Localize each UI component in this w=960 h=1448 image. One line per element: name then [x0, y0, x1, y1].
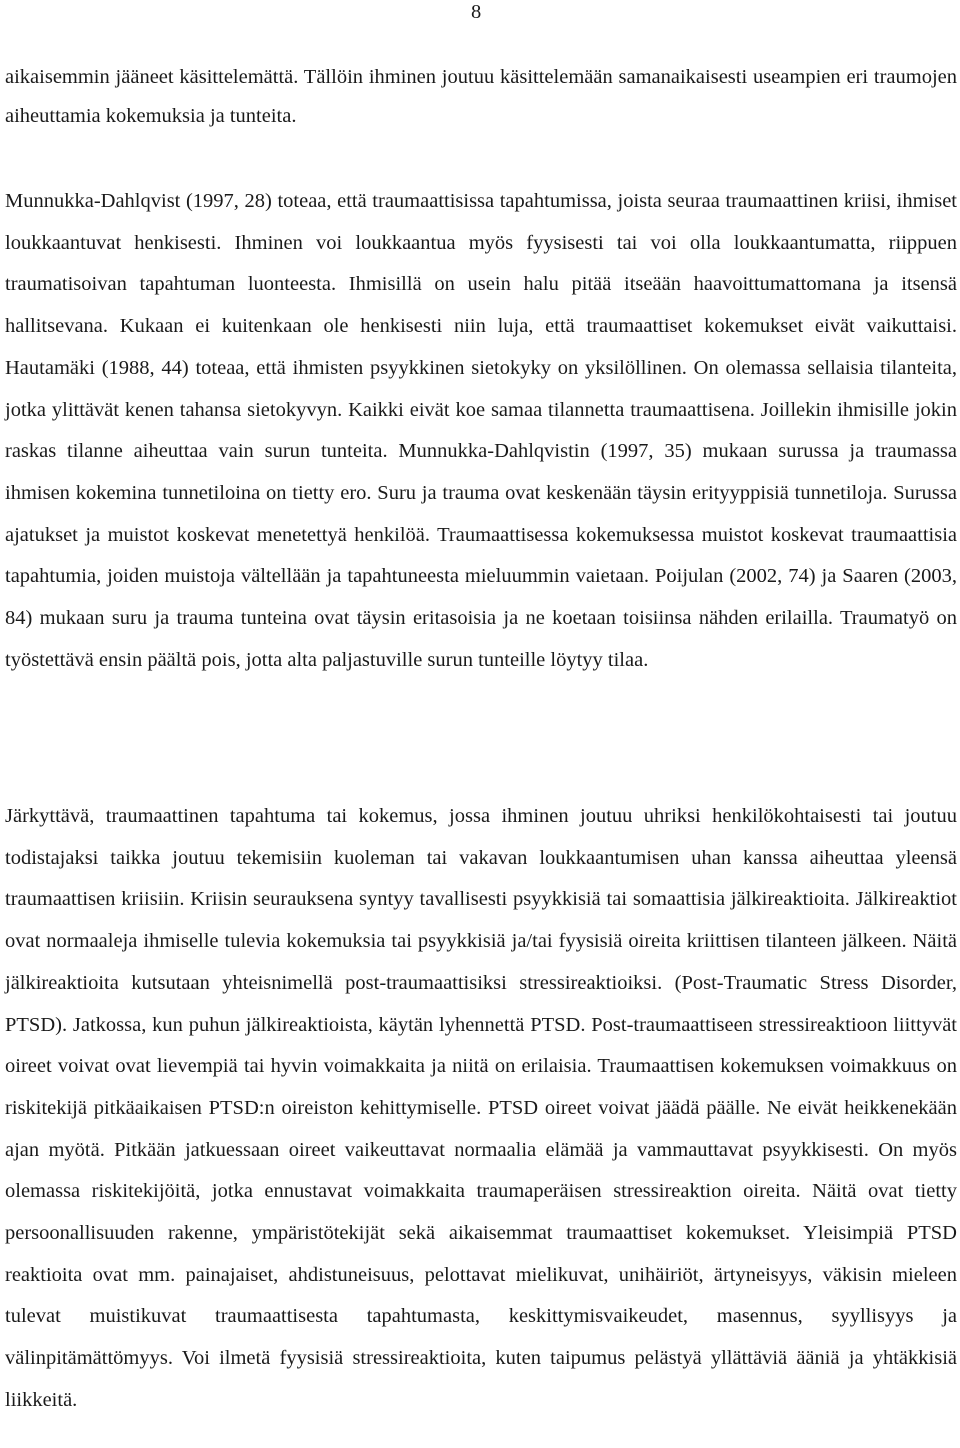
paragraph-1: aikaisemmin jääneet käsittelemättä. Tällöin ihminen joutuu käsittelemään samanaikaisesti useampien eri traumojen aiheuttamia kokemuksia ja tunteita.	[5, 66, 957, 127]
page-number: 8	[471, 1, 482, 23]
paragraph-3: Järkyttävä, traumaattinen tapahtuma tai kokemus, jossa ihminen joutuu uhriksi henkilökohtaisesti tai joutuu todistajaksi taikka joutuu tekemisiin kuoleman tai vakavan loukkaantumisen uhan kanssa aiheuttaa yleensä traumaattisen kriisiin. Kriisin seurauksena syntyy tavallisesti psyykkisiä tai somaattisia jälkireaktioita. Jälkireaktiot ovat normaaleja ihmiselle tulevia kokemuksia tai psyykkisiä ja/tai fyysisiä oireita kriittisen tilanteen jälkeen. Näitä jälkireaktioita kutsutaan yhteisnimellä post-traumaattisiksi stressireaktioiksi. (Post-Traumatic Stress Disorder, PTSD). Jatkossa, kun puhun jälkireaktioista, käytän lyhennettä PTSD. Post-traumaattiseen stressireaktioon liittyvät oireet voivat ovat lievempiä tai hyvin voimakkaita ja niitä on erilaisia. Traumaattisen kokemuksen voimakkuus on riskitekijä pitkäaikaisen PTSD:n oireiston kehittymiselle. PTSD oireet voivat jäädä päälle. Ne eivät heikkenekään ajan myötä. Pitkään jatkuessaan oireet vaikeuttavat normaalia elämää ja vammauttavat psyykkisesti. On myös olemassa riskitekijöitä, jotka ennustavat voimakkaita traumaperäisen stressireaktion oireita. Näitä ovat tietty persoonallisuuden rakenne, ympäristötekijät sekä aikaisemmat traumaattiset kokemukset. Yleisimpiä PTSD reaktioita ovat mm. painajaiset, ahdistuneisuus, pelottavat mielikuvat, unihäiriöt, ärtyneisyys, väkisin mieleen tulevat muistikuvat traumaattisesta tapahtumasta, keskittymisvaikeudet, masennus, syyllisyys ja välinpitämättömyys. Voi ilmetä fyysisiä stressireaktioita, kuten taipumus pelästyä yllättäviä ääniä ja yhtäkkisiä liikkeitä.	[5, 805, 957, 1411]
paragraph-2: Munnukka-Dahlqvist (1997, 28) toteaa, että traumaattisissa tapahtumissa, joista seuraa traumaattinen kriisi, ihmiset loukkaantuvat henkisesti. Ihminen voi loukkaantua myös fyysisesti tai voi olla loukkaantumatta, riippuen traumatisoivan tapahtuman luonteesta. Ihmisillä on usein halu pitää itseään haavoittumattomana ja itsensä hallitsevana. Kukaan ei kuitenkaan ole henkisesti niin luja, että traumaattiset kokemukset eivät vaikuttaisi. Hautamäki (1988, 44) toteaa, että ihmisten psyykkinen sietokyky on yksilöllinen. On olemassa sellaisia tilanteita, jotka ylittävät kenen tahansa sietokyvyn. Kaikki eivät koe samaa tilannetta traumaattisena. Joillekin ihmisille jokin raskas tilanne aiheuttaa vain surun tunteita. Munnukka-Dahlqvistin (1997, 35) mukaan surussa ja traumassa ihmisen kokemina tunnetiloina on tietty ero. Suru ja trauma ovat keskenään täysin erityyppisiä tunnetiloja. Surussa ajatukset ja muistot koskevat menetettyä henkilöä. Traumaattisessa kokemuksessa muistot koskevat traumaattisia tapahtumia, joiden muistoja vältellään ja tapahtuneesta mieluummin vaietaan. Poijulan (2002, 74) ja Saaren (2003, 84) mukaan suru ja trauma tunteina ovat täysin eritasoisia ja ne koetaan toisiinsa nähden erilailla. Traumatyö on työstettävä ensin päältä pois, jotta alta paljastuville surun tunteille löytyy tilaa.	[5, 190, 957, 671]
